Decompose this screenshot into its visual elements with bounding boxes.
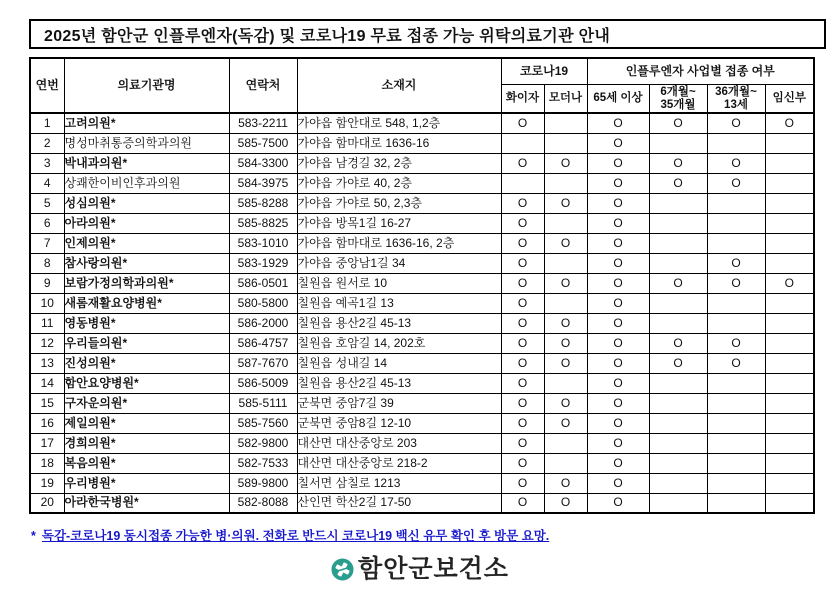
table-row: [30, 193, 814, 213]
cell-vaccine-mark: [649, 373, 707, 393]
cell-clinic-name: 경희의원*: [64, 433, 229, 453]
cell-phone: 589-9800: [229, 473, 297, 493]
cell-clinic-name: 새롬재활요양병원*: [64, 293, 229, 313]
cell-vaccine-mark: O: [587, 453, 649, 473]
cell-vaccine-mark: O: [707, 113, 765, 133]
cell-address: 산인면 학산2길 17-50: [297, 493, 501, 513]
cell-vaccine-mark: O: [587, 433, 649, 453]
cell-vaccine-mark: O: [501, 153, 544, 173]
cell-vaccine-mark: O: [707, 273, 765, 293]
cell-phone: 582-8088: [229, 493, 297, 513]
cell-row-number: 7: [30, 233, 64, 253]
cell-vaccine-mark: [765, 233, 814, 253]
cell-address: 칠원읍 원서로 10: [297, 273, 501, 293]
cell-phone: 585-7500: [229, 133, 297, 153]
table-row: [30, 173, 814, 193]
health-center-logo: [0, 551, 840, 587]
header-name: 의료기관명: [64, 58, 229, 113]
cell-vaccine-mark: [544, 213, 587, 233]
cell-vaccine-mark: O: [501, 413, 544, 433]
table-row: [30, 433, 814, 453]
cell-clinic-name: 구자운의원*: [64, 393, 229, 413]
cell-clinic-name: 명성마취통증의학과의원: [64, 133, 229, 153]
cell-vaccine-mark: [649, 133, 707, 153]
cell-address: 대산면 대산중앙로 218-2: [297, 453, 501, 473]
cell-row-number: 3: [30, 153, 64, 173]
cell-row-number: 1: [30, 113, 64, 133]
cell-vaccine-mark: O: [501, 253, 544, 273]
cell-vaccine-mark: [544, 133, 587, 153]
cell-vaccine-mark: O: [587, 493, 649, 513]
cell-vaccine-mark: [707, 193, 765, 213]
cell-clinic-name: 영동병원*: [64, 313, 229, 333]
table-row: [30, 153, 814, 173]
header-sub: 임신부: [765, 85, 814, 114]
cell-vaccine-mark: [544, 173, 587, 193]
cell-vaccine-mark: [707, 133, 765, 153]
header-sub: 36개월~ 13세: [707, 85, 765, 114]
table-row: [30, 333, 814, 353]
cell-phone: 580-5800: [229, 293, 297, 313]
cell-vaccine-mark: [765, 393, 814, 413]
table-row: [30, 353, 814, 373]
cell-vaccine-mark: [649, 413, 707, 433]
footer-note: [31, 526, 549, 544]
cell-clinic-name: 상쾌한이비인후과의원: [64, 173, 229, 193]
cell-phone: 585-5111: [229, 393, 297, 413]
cell-address: 칠원읍 성내길 14: [297, 353, 501, 373]
cell-vaccine-mark: O: [544, 353, 587, 373]
cell-vaccine-mark: [649, 493, 707, 513]
footer-note-text: 독감-코로나19 동시접종 가능한 병·의원. 전화로 반드시 코로나19 백신 유무 확인 후 방문 요망.: [41, 529, 550, 543]
cell-vaccine-mark: [649, 233, 707, 253]
table-row: [30, 133, 814, 153]
cell-vaccine-mark: [707, 293, 765, 313]
cell-phone: 587-7670: [229, 353, 297, 373]
cell-vaccine-mark: [649, 473, 707, 493]
cell-vaccine-mark: O: [707, 173, 765, 193]
table-row: [30, 453, 814, 473]
cell-row-number: 12: [30, 333, 64, 353]
cell-address: 가야읍 방목1길 16-27: [297, 213, 501, 233]
cell-clinic-name: 우리병원*: [64, 473, 229, 493]
cell-vaccine-mark: [765, 293, 814, 313]
cell-phone: 582-7533: [229, 453, 297, 473]
cell-vaccine-mark: O: [587, 213, 649, 233]
cell-vaccine-mark: [707, 473, 765, 493]
cell-vaccine-mark: O: [587, 333, 649, 353]
cell-row-number: 17: [30, 433, 64, 453]
cell-vaccine-mark: O: [587, 173, 649, 193]
cell-vaccine-mark: O: [707, 253, 765, 273]
cell-vaccine-mark: [544, 453, 587, 473]
cell-clinic-name: 인제의원*: [64, 233, 229, 253]
cell-vaccine-mark: O: [707, 333, 765, 353]
cell-vaccine-mark: [649, 253, 707, 273]
cell-vaccine-mark: [544, 253, 587, 273]
header-sub: 모더나: [544, 85, 587, 114]
cell-vaccine-mark: [765, 313, 814, 333]
page-title: 2025년 함안군 인플루엔자(독감) 및 코로나19 무료 접종 가능 위탁의료기관 안내: [44, 27, 611, 45]
cell-phone: 586-5009: [229, 373, 297, 393]
table-row: [30, 253, 814, 273]
cell-clinic-name: 성심의원*: [64, 193, 229, 213]
cell-vaccine-mark: [765, 333, 814, 353]
cell-row-number: 5: [30, 193, 64, 213]
cell-vaccine-mark: O: [649, 333, 707, 353]
cell-address: 가야읍 가야로 40, 2층: [297, 173, 501, 193]
table-row: [30, 293, 814, 313]
cell-vaccine-mark: [765, 453, 814, 473]
header-sub: 6개월~ 35개월: [649, 85, 707, 114]
cell-vaccine-mark: O: [649, 353, 707, 373]
table-row: [30, 113, 814, 133]
cell-vaccine-mark: O: [501, 473, 544, 493]
cell-vaccine-mark: O: [587, 113, 649, 133]
cell-vaccine-mark: O: [501, 293, 544, 313]
cell-vaccine-mark: [649, 293, 707, 313]
cell-vaccine-mark: O: [501, 333, 544, 353]
cell-address: 군북면 중암7길 39: [297, 393, 501, 413]
cell-vaccine-mark: [765, 373, 814, 393]
cell-address: 가야읍 함마대로 1636-16: [297, 133, 501, 153]
cell-vaccine-mark: O: [544, 493, 587, 513]
cell-vaccine-mark: [707, 233, 765, 253]
cell-row-number: 15: [30, 393, 64, 413]
cell-vaccine-mark: [544, 433, 587, 453]
cell-vaccine-mark: O: [501, 273, 544, 293]
cell-vaccine-mark: O: [587, 273, 649, 293]
cell-address: 칠원읍 호암길 14, 202호: [297, 333, 501, 353]
cell-vaccine-mark: O: [587, 253, 649, 273]
cell-phone: 586-2000: [229, 313, 297, 333]
cell-row-number: 9: [30, 273, 64, 293]
cell-clinic-name: 제일의원*: [64, 413, 229, 433]
table-row: [30, 313, 814, 333]
cell-address: 칠원읍 용산2길 45-13: [297, 313, 501, 333]
cell-clinic-name: 아라한국병원*: [64, 493, 229, 513]
table-row: [30, 233, 814, 253]
cell-vaccine-mark: [765, 353, 814, 373]
table-row: [30, 413, 814, 433]
cell-vaccine-mark: O: [765, 273, 814, 293]
cell-phone: 583-1929: [229, 253, 297, 273]
cell-vaccine-mark: O: [707, 153, 765, 173]
cell-row-number: 20: [30, 493, 64, 513]
cell-row-number: 18: [30, 453, 64, 473]
cell-vaccine-mark: [544, 373, 587, 393]
cell-vaccine-mark: O: [501, 313, 544, 333]
cell-vaccine-mark: [765, 493, 814, 513]
cell-vaccine-mark: [649, 313, 707, 333]
cell-vaccine-mark: O: [587, 473, 649, 493]
header-group-covid19: 코로나19: [501, 58, 587, 85]
table-row: [30, 473, 814, 493]
cell-vaccine-mark: [765, 133, 814, 153]
cell-row-number: 11: [30, 313, 64, 333]
header-address: 소재지: [297, 58, 501, 113]
header-no: 연번: [30, 58, 64, 113]
cell-phone: 584-3300: [229, 153, 297, 173]
title-box: [29, 19, 826, 49]
clinic-table: [29, 57, 815, 514]
cell-phone: 582-9800: [229, 433, 297, 453]
header-phone: 연락처: [229, 58, 297, 113]
table-row: [30, 273, 814, 293]
logo-text: 함안군보건소: [358, 554, 509, 583]
table-row: [30, 373, 814, 393]
cell-phone: 585-8288: [229, 193, 297, 213]
cell-vaccine-mark: [765, 193, 814, 213]
cell-vaccine-mark: [765, 173, 814, 193]
cell-phone: 585-7560: [229, 413, 297, 433]
table-row: [30, 393, 814, 413]
header-sub: 65세 이상: [587, 85, 649, 114]
cell-vaccine-mark: [544, 293, 587, 313]
cell-vaccine-mark: [501, 133, 544, 153]
cell-vaccine-mark: [765, 213, 814, 233]
table-row: [30, 213, 814, 233]
cell-phone: 583-2211: [229, 113, 297, 133]
cell-vaccine-mark: [707, 213, 765, 233]
cell-vaccine-mark: [544, 113, 587, 133]
cell-vaccine-mark: O: [544, 413, 587, 433]
cell-vaccine-mark: [765, 153, 814, 173]
cell-address: 가야읍 함마대로 1636-16, 2층: [297, 233, 501, 253]
cell-vaccine-mark: O: [501, 213, 544, 233]
cell-vaccine-mark: O: [587, 353, 649, 373]
cell-vaccine-mark: O: [587, 193, 649, 213]
cell-row-number: 8: [30, 253, 64, 273]
cell-vaccine-mark: O: [587, 293, 649, 313]
header-sub: 화이자: [501, 85, 544, 114]
cell-vaccine-mark: O: [544, 313, 587, 333]
cell-vaccine-mark: O: [544, 153, 587, 173]
cell-vaccine-mark: O: [501, 113, 544, 133]
cell-address: 가야읍 가야로 50, 2,3층: [297, 193, 501, 213]
cell-address: 군북면 중암8길 12-10: [297, 413, 501, 433]
cell-vaccine-mark: O: [544, 333, 587, 353]
cell-vaccine-mark: [765, 473, 814, 493]
cell-vaccine-mark: [707, 453, 765, 473]
cell-phone: 586-4757: [229, 333, 297, 353]
cell-clinic-name: 고려의원*: [64, 113, 229, 133]
cell-vaccine-mark: [649, 393, 707, 413]
cell-vaccine-mark: [765, 253, 814, 273]
cell-address: 칠원읍 용산2길 45-13: [297, 373, 501, 393]
cell-vaccine-mark: [707, 413, 765, 433]
cell-vaccine-mark: [707, 433, 765, 453]
cell-phone: 586-0501: [229, 273, 297, 293]
cell-row-number: 16: [30, 413, 64, 433]
cell-address: 가야읍 중앙남1길 34: [297, 253, 501, 273]
header-group-influenza: 인플루엔자 사업별 접종 여부: [587, 58, 814, 85]
cell-vaccine-mark: [707, 313, 765, 333]
cell-phone: 585-8825: [229, 213, 297, 233]
cell-vaccine-mark: [765, 433, 814, 453]
cell-vaccine-mark: O: [587, 153, 649, 173]
cell-vaccine-mark: O: [649, 113, 707, 133]
cell-vaccine-mark: O: [501, 493, 544, 513]
cell-vaccine-mark: O: [501, 433, 544, 453]
cell-vaccine-mark: [707, 373, 765, 393]
cell-address: 가야읍 남경길 32, 2층: [297, 153, 501, 173]
cell-vaccine-mark: O: [501, 393, 544, 413]
cell-address: 칠서면 삼칠로 1213: [297, 473, 501, 493]
cell-vaccine-mark: O: [649, 273, 707, 293]
cell-vaccine-mark: O: [587, 313, 649, 333]
cell-vaccine-mark: [765, 413, 814, 433]
footer-bullet: *: [31, 529, 36, 543]
cell-vaccine-mark: O: [544, 473, 587, 493]
cell-clinic-name: 아라의원*: [64, 213, 229, 233]
cell-vaccine-mark: O: [587, 373, 649, 393]
cell-vaccine-mark: [649, 433, 707, 453]
table-header: [30, 58, 814, 113]
cell-vaccine-mark: O: [765, 113, 814, 133]
cell-vaccine-mark: [649, 193, 707, 213]
cell-vaccine-mark: O: [649, 173, 707, 193]
cell-clinic-name: 참사랑의원*: [64, 253, 229, 273]
cell-vaccine-mark: O: [501, 193, 544, 213]
table-body: [30, 113, 814, 513]
cell-vaccine-mark: O: [501, 373, 544, 393]
cell-vaccine-mark: O: [544, 233, 587, 253]
cell-clinic-name: 복음의원*: [64, 453, 229, 473]
cell-clinic-name: 함안요양병원*: [64, 373, 229, 393]
cell-vaccine-mark: O: [501, 233, 544, 253]
cell-address: 칠원읍 예곡1길 13: [297, 293, 501, 313]
cell-clinic-name: 박내과의원*: [64, 153, 229, 173]
cell-row-number: 14: [30, 373, 64, 393]
cell-vaccine-mark: [707, 493, 765, 513]
cell-vaccine-mark: [649, 213, 707, 233]
cell-vaccine-mark: [501, 173, 544, 193]
cell-vaccine-mark: O: [544, 193, 587, 213]
cell-vaccine-mark: [707, 393, 765, 413]
cell-clinic-name: 보람가정의학과의원*: [64, 273, 229, 293]
cell-address: 가야읍 함안대로 548, 1,2층: [297, 113, 501, 133]
cell-row-number: 6: [30, 213, 64, 233]
table-row: [30, 493, 814, 513]
cell-vaccine-mark: O: [587, 393, 649, 413]
cell-vaccine-mark: O: [544, 393, 587, 413]
cell-vaccine-mark: O: [501, 353, 544, 373]
cell-clinic-name: 우리들의원*: [64, 333, 229, 353]
cell-vaccine-mark: O: [587, 133, 649, 153]
cell-phone: 584-3975: [229, 173, 297, 193]
cell-row-number: 10: [30, 293, 64, 313]
medical-cross-icon: [331, 558, 354, 581]
cell-row-number: 13: [30, 353, 64, 373]
cell-vaccine-mark: O: [501, 453, 544, 473]
cell-vaccine-mark: O: [707, 353, 765, 373]
cell-vaccine-mark: O: [649, 153, 707, 173]
cell-address: 대산면 대산중앙로 203: [297, 433, 501, 453]
cell-vaccine-mark: [649, 453, 707, 473]
cell-vaccine-mark: O: [587, 233, 649, 253]
cell-row-number: 2: [30, 133, 64, 153]
cell-vaccine-mark: O: [587, 413, 649, 433]
cell-vaccine-mark: O: [544, 273, 587, 293]
cell-row-number: 19: [30, 473, 64, 493]
cell-phone: 583-1010: [229, 233, 297, 253]
cell-clinic-name: 진성의원*: [64, 353, 229, 373]
cell-row-number: 4: [30, 173, 64, 193]
